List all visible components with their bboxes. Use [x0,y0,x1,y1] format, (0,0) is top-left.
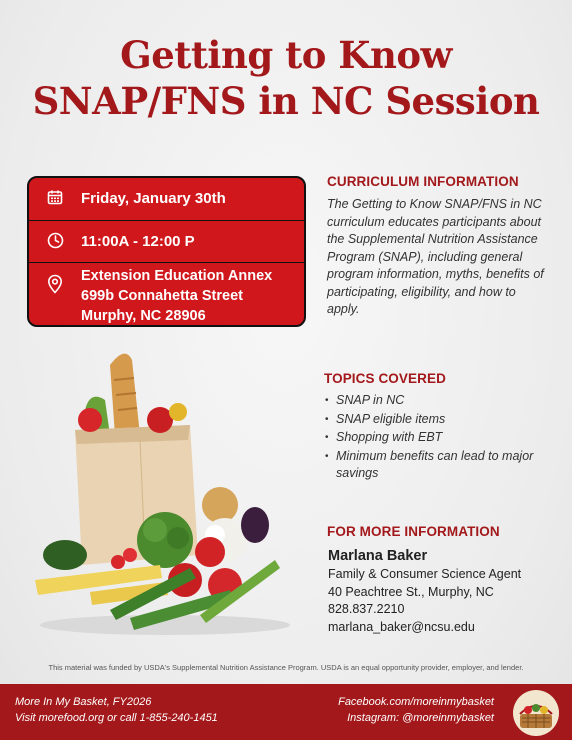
location-line-3: Murphy, NC 28906 [81,308,206,324]
event-details-box [27,176,306,327]
title-line-1: Getting to Know [120,33,452,77]
contact-name: Marlana Baker [328,548,428,564]
grocery-bag-illustration [30,340,300,640]
title-line-2: SNAP/FNS in NC Session [32,79,540,123]
list-item: • SNAP eligible items [323,411,543,429]
list-item: • Minimum benefits can lead to major savings [323,448,543,483]
topics-heading: TOPICS COVERED [324,371,446,386]
footer-program: More In My Basket, FY2026 [15,696,152,708]
clock-icon [29,232,81,249]
contact-title: Family & Consumer Science Agent [328,567,522,581]
event-location [81,266,272,326]
calendar-icon [29,189,81,205]
event-time-row [29,220,304,262]
footer-bar [0,684,572,740]
event-date-row [29,178,304,220]
location-line-2: 699b Connahetta Street [81,288,243,304]
contact-info [328,546,558,636]
event-location-row [29,262,304,327]
contact-heading: FOR MORE INFORMATION [327,524,500,539]
footer-instagram[interactable]: Instagram: @moreinmybasket [347,712,494,724]
topics-list [323,392,543,484]
funding-note: This material was funded by USDA's Supplemental Nutrition Assistance Program. USDA is an equal opportunity provider, employer, and lender. [48,663,524,672]
curriculum-heading: CURRICULUM INFORMATION [327,174,519,189]
more-in-my-basket-logo [510,688,562,738]
event-time: 11:00A - 12:00 P [81,233,195,250]
map-pin-icon [29,266,81,294]
contact-address: 40 Peachtree St., Murphy, NC [328,584,494,599]
footer-right [338,694,494,726]
contact-phone: 828.837.2210 [328,602,405,616]
curriculum-body: The Getting to Know SNAP/FNS in NC curriculum educates participants about the Supplemental Nutrition Assistance Program (SNAP), including general program information, myths, benefits of participating, eligibility, and how to apply. [327,197,544,316]
event-date: Friday, January 30th [81,190,226,207]
list-item: • Shopping with EBT [323,429,543,447]
page-title [0,32,572,124]
contact-email[interactable]: marlana_baker@ncsu.edu [328,619,475,634]
footer-contact[interactable]: Visit morefood.org or call 1-855-240-1451 [15,712,218,724]
list-item: • SNAP in NC [323,392,543,410]
location-line-1: Extension Education Annex [81,268,273,284]
footer-left [15,694,218,726]
footer-facebook[interactable]: Facebook.com/moreinmybasket [338,696,494,708]
